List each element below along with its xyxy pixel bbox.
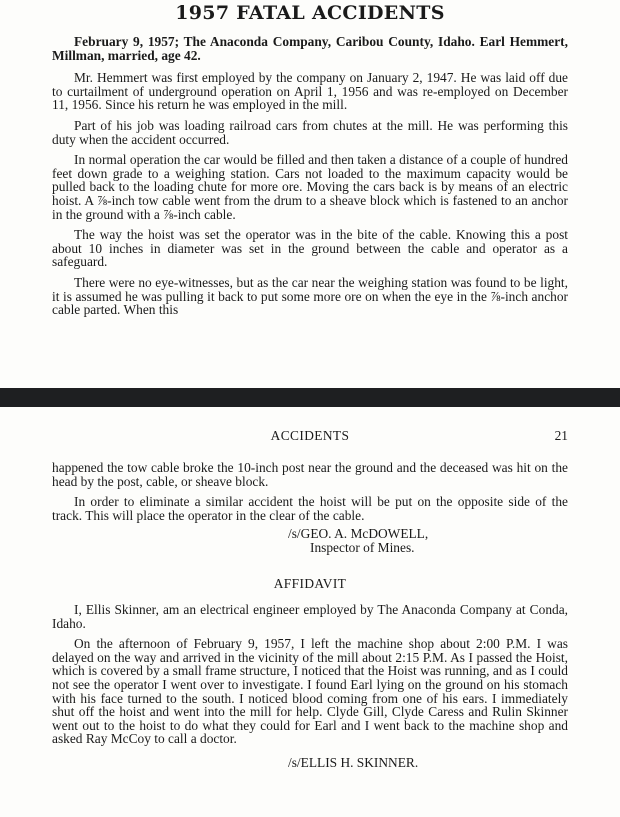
paragraph: I, Ellis Skinner, am an electrical engineer employed by The Anaconda Company at Conda, Idaho. [52,601,568,631]
page1-body [52,35,568,324]
inspector-signature [52,527,568,555]
paragraph: In normal operation the car would be filled and then taken a distance of a couple of hundred feet down grade to a weighing station. Cars not loaded to the maximum capacity would be pulled back to the loading chute for more ore. Moving the cars back is by means of an electric hoist. A ⅞-inch tow cable went from the drum to a sheave block which is fastened to an anchor in the ground with a ⅞-inch cable. [52,152,568,222]
affidavit-heading: AFFIDAVIT [273,576,347,592]
running-head-title: ACCIDENTS [270,428,350,443]
signature-title: Inspector of Mines. [310,540,415,556]
page-number: 21 [554,428,568,443]
paragraph: There were no eye-witnesses, but as the car near the weighing station was found to be light, it is assumed he was pulling it back to put some more ore on when the eye in the ⅞-inch anchor cable parted. When this [52,274,568,318]
paragraph: Part of his job was loading railroad cars from chutes at the mill. He was performing this duty when the accident occurred. [52,117,568,147]
page-divider [0,388,620,407]
paragraph: On the afternoon of February 9, 1957, I left the machine shop about 2:00 P.M. I was delayed on the way and arrived in the vicinity of the mill about 2:15 P.M. As I passed the Hoist, which is covered by a small frame structure, I noticed that the Hoist was running, and as I could not see the operator I went over to investigate. I found Earl lying on the ground on his stomach with his face turned to the south. I noticed blood coming from one of his ears. I immediately shut off the hoist and went into the mill for help. Clyde Gill, Clyde Caress and Rulin Skinner went out to the hoist to do what they could for Earl and I went back to the machine shop and asked Ray McCoy to call a doctor. [52,636,568,747]
paragraph: In order to eliminate a similar accident the hoist will be put on the opposite side of the track. This will place the operator in the clear of the cable. [52,494,568,523]
affidavit-signature: /s/ELLIS H. SKINNER. [288,754,419,770]
accident-header-line: February 9, 1957; The Anaconda Company, Caribou County, Idaho. Earl Hemmert, Millman, married, age 42. [52,34,568,63]
paragraph: happened the tow cable broke the 10-inch post near the ground and the deceased was hit on the head by the post, cable, or sheave block. [52,460,568,489]
page2-body [52,461,568,770]
paragraph: Mr. Hemmert was first employed by the company on January 2, 1947. He was laid off due to curtailment of underground operation on April 1, 1956 and was re-employed on December 11, 1956. Since his return he was employed in the mill. [52,70,568,113]
signature-name: /s/GEO. A. McDOWELL, [288,526,429,542]
page-title: 1957 FATAL ACCIDENTS [175,2,445,24]
paragraph: The way the hoist was set the operator was in the bite of the cable. Knowing this a post about 10 inches in diameter was set in the ground between the cable and operator as a safeguard. [52,227,568,270]
